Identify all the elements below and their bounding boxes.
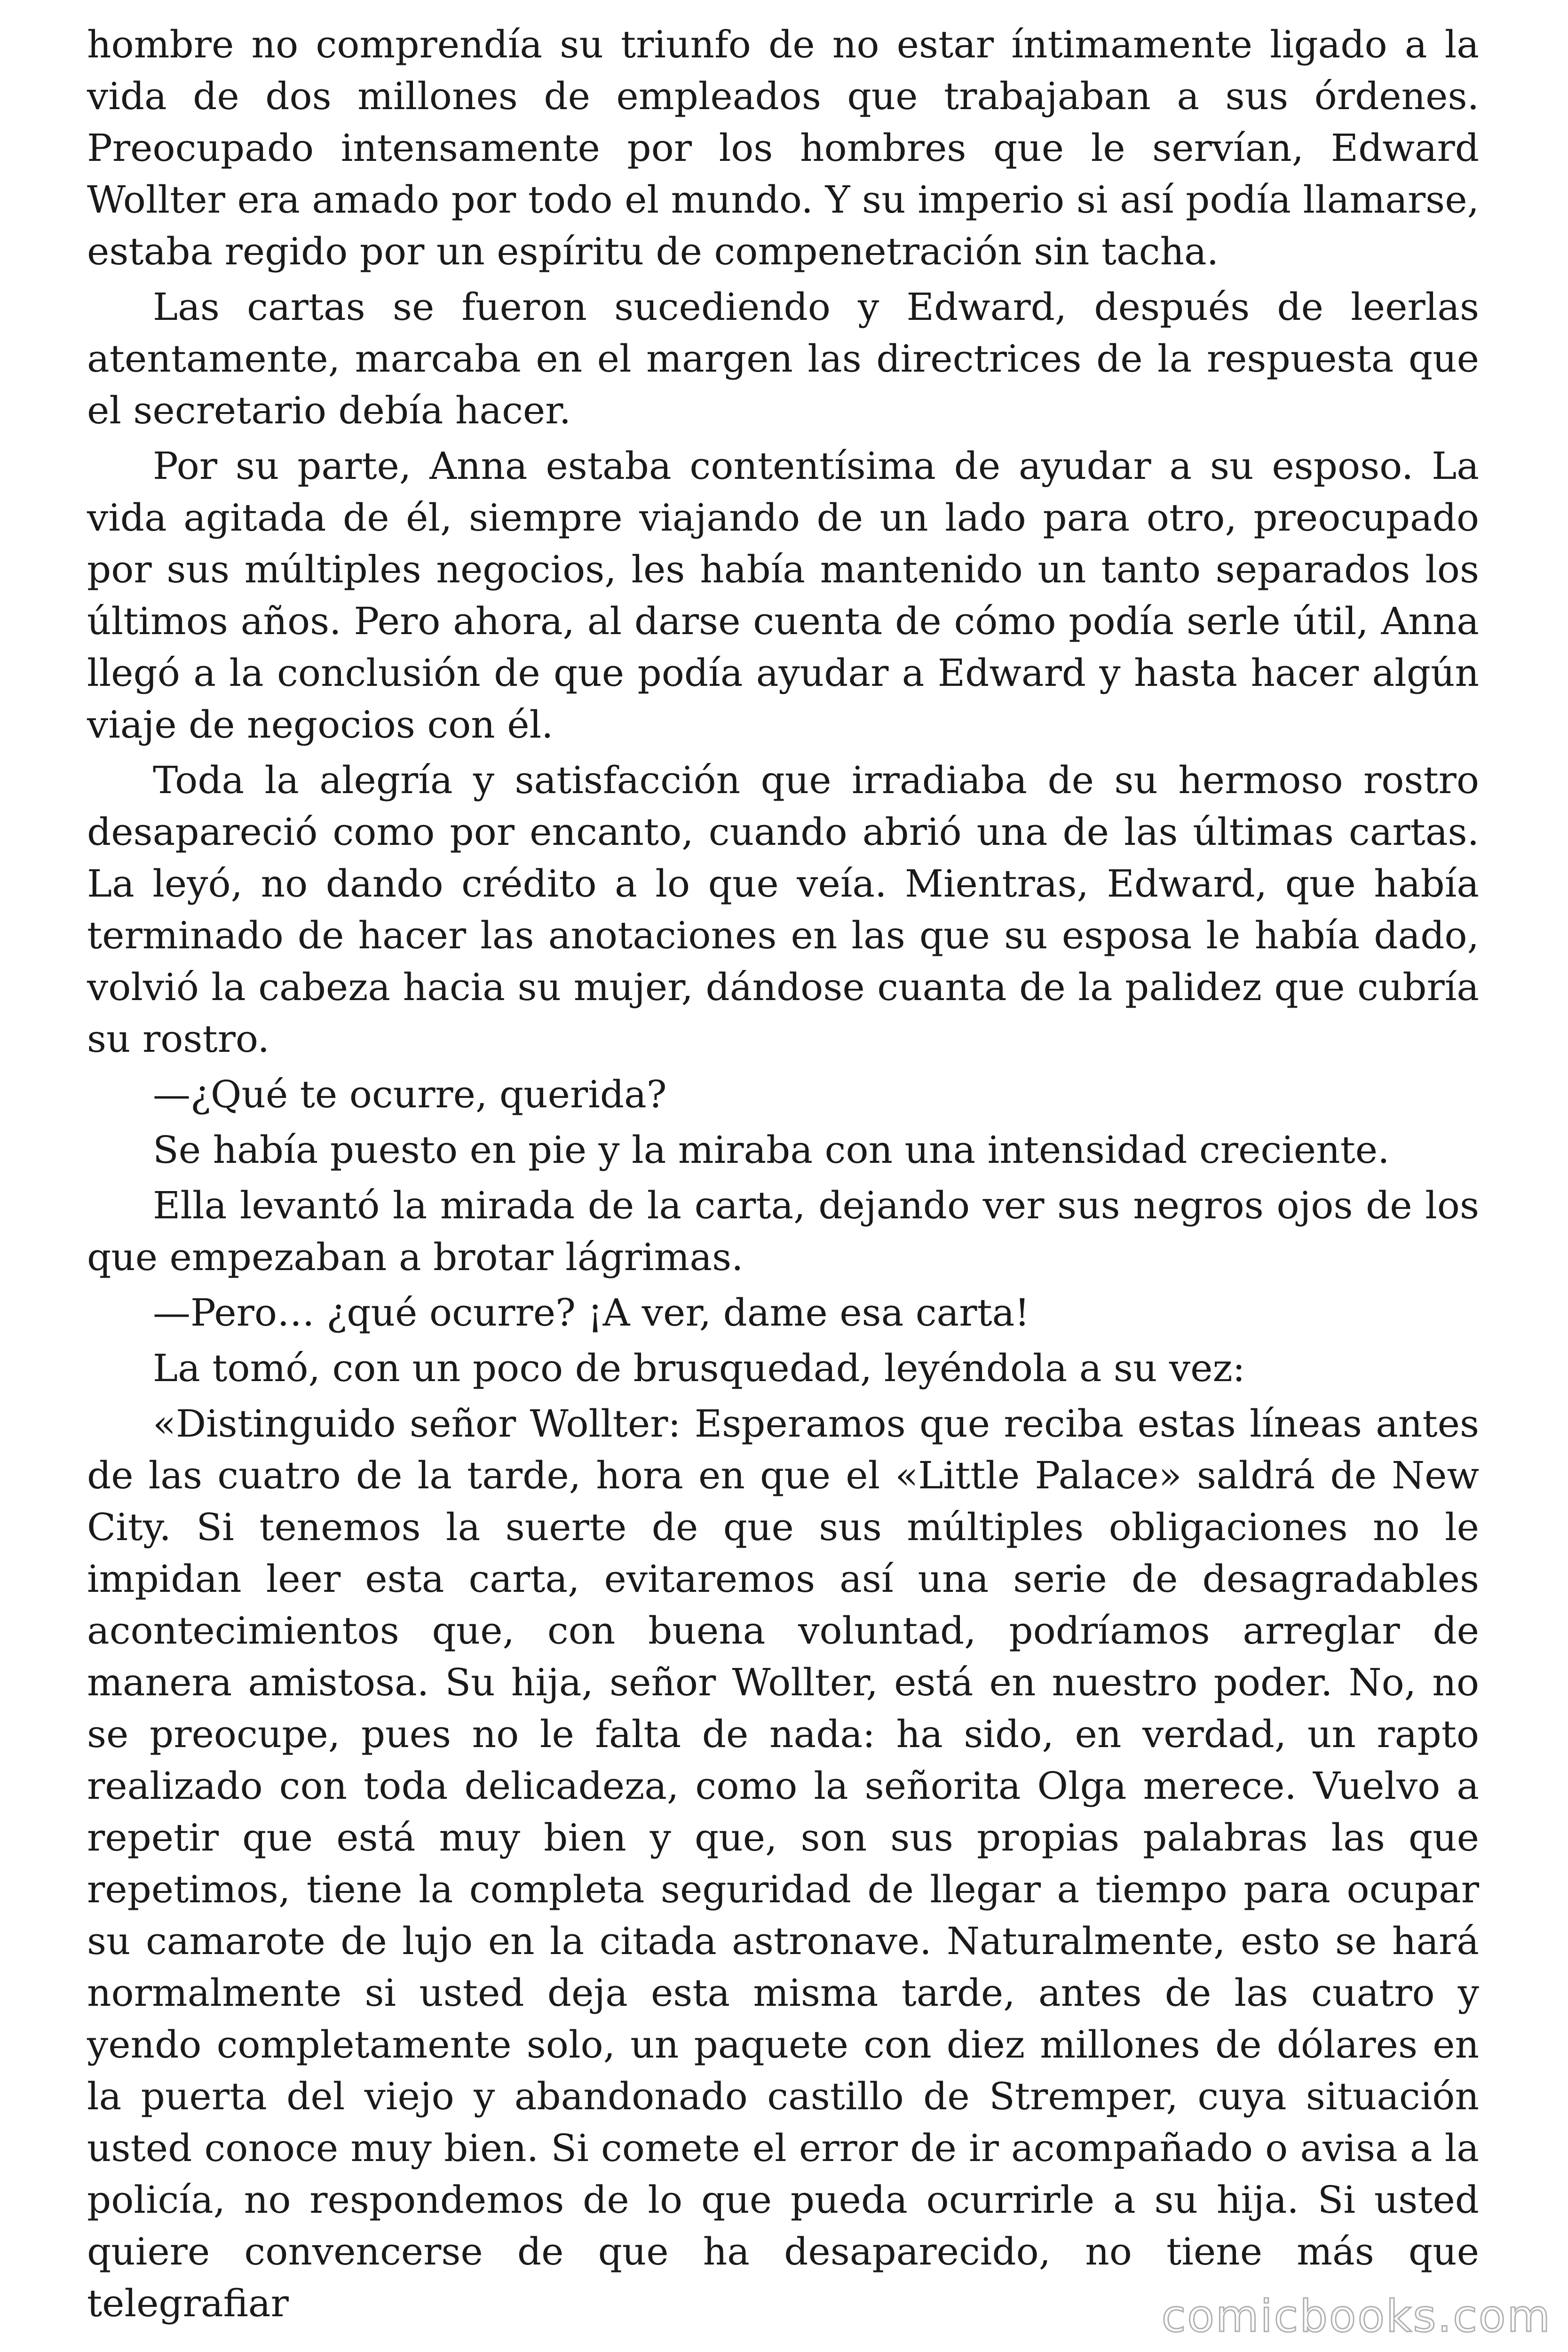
dialogue-line: —Pero… ¿qué ocurre? ¡A ver, dame esa carta! (153, 1291, 1030, 1335)
letter-paragraph: «Distinguido señor Wollter: Esperamos que reciba estas líneas antes de las cuatro de la tarde, hora en que el «Little Palace» saldrá de New City. Si tenemos la suerte de que sus múltiples obligaciones no le impidan leer esta carta, evitaremos así una serie de desagradables acontecimientos que, con buena voluntad, podríamos arreglar de manera amistosa. Su hija, señor Wollter, está en nuestro poder. No, no se preocupe, pues no le falta de nada: ha sido, en verdad, un rapto realizado con toda delicadeza, como la señorita Olga merece. Vuelvo a repetir que está muy bien y que, son sus propias palabras las que repetimos, tiene la completa seguridad de llegar a tiempo para ocupar su camarote de lujo en la citada astronave. Naturalmente, esto se hará normalmente si usted deja esta misma tarde, antes de las cuatro y yendo completamente solo, un paquete con diez millones de dólares en la puerta del viejo y abandonado castillo de Stremper, cuya situación usted conoce muy bien. Si comete el error de ir acompañado o avisa a la policía, no respondemos de lo que pueda ocurrirle a su hija. Si usted quiere convencerse de que ha desaparecido, no tiene más que telegrafiar (87, 1402, 1479, 2325)
body-text (87, 19, 1479, 2333)
paragraph: Se había puesto en pie y la miraba con una intensidad creciente. (153, 1128, 1390, 1172)
paragraph: Las cartas se fueron sucediendo y Edward, después de leerlas atentamente, marcaba en el margen las directrices de la respuesta que el secretario debía hacer. (87, 285, 1479, 432)
paragraph-continued: hombre no comprendía su triunfo de no estar íntimamente ligado a la vida de dos millones de empleados que trabajaban a sus órdenes. Preocupado intensamente por los hombres que le servían, Edward Wollter era amado por todo el mundo. Y su imperio si así podía llamarse, estaba regido por un espíritu de compenetración sin tacha. (87, 23, 1479, 273)
watermark: comicbooks.com (1161, 2291, 1552, 2342)
paragraph: La tomó, con un poco de brusquedad, leyéndola a su vez: (153, 1346, 1245, 1390)
dialogue-line: —¿Qué te ocurre, querida? (153, 1073, 667, 1116)
paragraph: Por su parte, Anna estaba contentísima de ayudar a su esposo. La vida agitada de él, siempre viajando de un lado para otro, preocupado por sus múltiples negocios, les había mantenido un tanto separados los últimos años. Pero ahora, al darse cuenta de cómo podía serle útil, Anna llegó a la conclusión de que podía ayudar a Edward y hasta hacer algún viaje de negocios con él. (87, 444, 1479, 747)
paragraph: Ella levantó la mirada de la carta, dejando ver sus negros ojos de los que empezaban a brotar lágrimas. (87, 1184, 1479, 1279)
paragraph: Toda la alegría y satisfacción que irradiaba de su hermoso rostro desapareció como por encanto, cuando abrió una de las últimas cartas. La leyó, no dando crédito a lo que veía. Mientras, Edward, que había terminado de hacer las anotaciones en las que su esposa le había dado, volvió la cabeza hacia su mujer, dándose cuanta de la palidez que cubría su rostro. (87, 758, 1479, 1061)
